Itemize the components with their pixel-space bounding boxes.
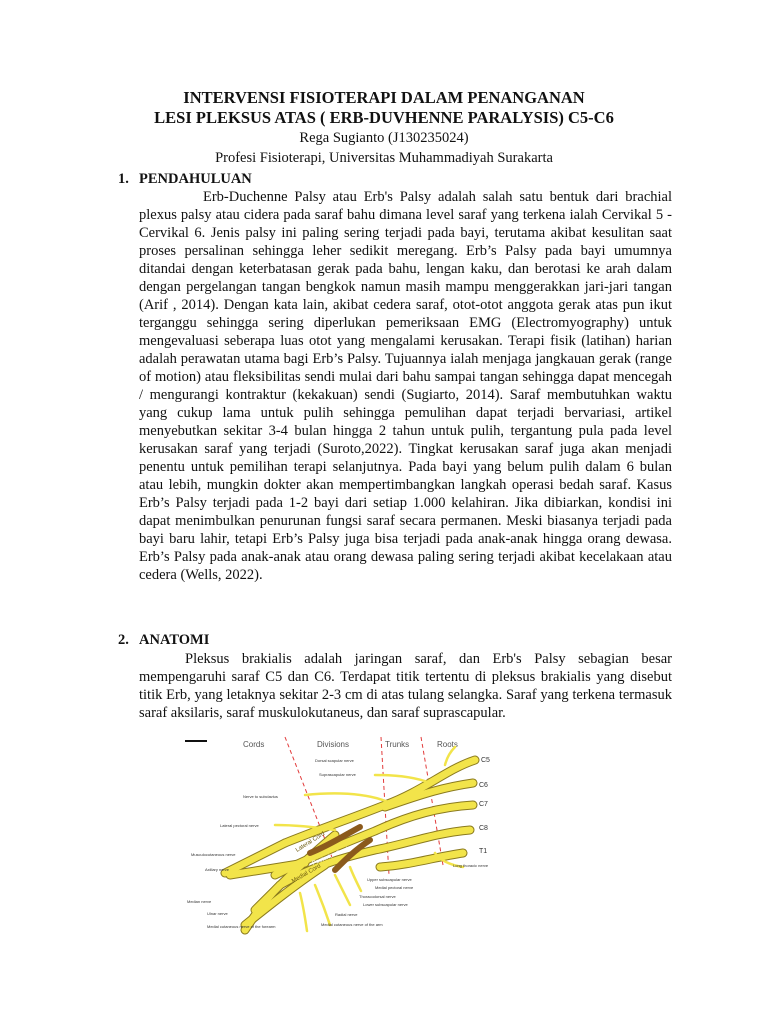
title-line-1: INTERVENSI FISIOTERAPI DALAM PENANGANAN — [183, 88, 585, 107]
header-roots: Roots — [437, 740, 458, 749]
section-number: 1. — [118, 171, 129, 187]
label-medial-pectoral-nerve: Medial pectoral nerve — [375, 885, 414, 890]
section-title: PENDAHULUAN — [139, 171, 252, 187]
lateral-cord-label: Lateral Cord — [294, 831, 327, 854]
label-lateral-pectoral-nerve: Lateral pectoral nerve — [220, 823, 259, 828]
title-line-2: LESI PLEKSUS ATAS ( ERB-DUVHENNE PARALYSIS) C5-C6 — [154, 108, 614, 127]
label-lower-subscapular-nerve: Lower subscapular nerve — [363, 902, 408, 907]
brachial-plexus-figure — [185, 735, 517, 941]
header-divisions: Divisions — [317, 740, 350, 749]
trunks-roots-divider — [421, 737, 443, 865]
label-upper-subscapular-nerve: Upper subscapular nerve — [367, 877, 412, 882]
root-label-c8: C8 — [479, 825, 488, 832]
label-radial-nerve: Radial nerve — [335, 912, 358, 917]
paragraph-pendahuluan: Erb-Duchenne Palsy atau Erb's Palsy adalah salah satu bentuk dari brachial plexus palsy atau cidera pada saraf bahu dimana level saraf yang terkena ialah Cervikal 5 - Cervikal 6. Jenis palsy ini paling sering terjadi pada bayi, terutama akibat kesulitan saat proses persalinan sehingga leher sedikit meregang. Erb’s Palsy pada bayi umumnya ditandai dengan keterbatasan gerak pada bahu, lengan kaku, dan berotasi ke arah dalam dengan pergelangan tangan bengkok namun masih mampu menggerakkan jari-jari tangan (Arif , 2014). Dengan kata lain, akibat cedera saraf, otot-otot anggota gerak atas pun ikut terganggu sehingga sering diperlukan pemeriksaan EMG (Electromyography) untuk mengevaluasi seberapa luas otot yang mengalami kerusakan. Terapi fisik (latihan) harian adalah perawatan utama bagi Erb’s Palsy. Tujuannya ialah menjaga jangkauan gerak (range of motion) atau fleksibilitas sendi mulai dari bahu sampai tangan sehingga dapat mencegah / mengurangi kontraktur (kekakuan) sendi (Sugiarto, 2014). Saraf membutuhkan waktu yang cukup lama untuk pulih sehingga pemulihan dapat terjadi bervariasi, artikel menyebutkan sekitar 3-4 bulan hingga 2 tahun untuk pulih, tergantung pula pada level kerusakan saraf yang terjadi (Suroto,2022). Tingkat kerusakan saraf juga akan menjadi penentu untuk pemilihan terapi selanjutnya. Pada bayi yang belum pulih dalam 6 bulan atau lebih, mungkin dokter akan mempertimbangkan langkah operasi bedah saraf. Kasus Erb’s Palsy terjadi pada 1-2 bayi dari setiap 1.000 kelahiran. Jika dibiarkan, kondisi ini dapat menimbulkan penurunan fungsi saraf secara permanen. Meski biasanya terjadi pada bayi baru lahir, tetapi Erb’s Palsy juga bisa terjadi pada anak-anak hingga orang dewasa. Erb’s Palsy pada anak-anak atau orang dewasa paling sering terjadi akibat kecelakaan atau cedera (Wells, 2022). — [139, 189, 672, 583]
label-musculocutaneous-nerve: Musculocutaneous nerve — [191, 852, 236, 857]
root-label-c6: C6 — [479, 782, 488, 789]
root-label-c7: C7 — [479, 801, 488, 808]
brachial-plexus-diagram — [185, 735, 517, 941]
label-ulnar-nerve: Ulnar nerve — [207, 911, 228, 916]
label-axillary-nerve: Axillary nerve — [205, 867, 230, 872]
affiliation: Profesi Fisioterapi, Universitas Muhammadiyah Surakarta — [215, 150, 553, 166]
title-block — [0, 88, 768, 168]
label-long-thoracic-nerve: Long thoracic nerve — [453, 863, 489, 868]
header-cords: Cords — [243, 740, 265, 749]
root-label-t1: T1 — [479, 848, 488, 855]
label-medial-cutaneous-forearm: Medial cutaneous nerve of the forearm — [207, 924, 276, 929]
label-suprascapular-nerve: Suprascapular nerve — [319, 772, 356, 777]
section-number: 2. — [118, 632, 129, 648]
section-heading-pendahuluan — [118, 170, 252, 188]
label-median-nerve: Median nerve — [187, 899, 212, 904]
header-trunks: Trunks — [385, 740, 410, 749]
label-nerve-to-subclavius: Nerve to subclavius — [243, 794, 278, 799]
root-label-c5: C5 — [481, 757, 490, 764]
label-medial-cutaneous-arm: Medial cutaneous nerve of the arm — [321, 922, 383, 927]
section-heading-anatomi — [118, 631, 209, 649]
posterior-cord-label: Posterior Cord — [311, 846, 350, 867]
section-title: ANATOMI — [139, 632, 210, 648]
author: Rega Sugianto (J130235024) — [299, 130, 469, 146]
paragraph-anatomi: Pleksus brakialis adalah jaringan saraf, dan Erb's Palsy sebagian besar mempengaruhi saraf C5 dan C6. Terdapat titik tertentu di pleksus brakialis yang disebut titik Erb, yang letaknya sekitar 2-3 cm di atas tulang selangka. Saraf yang terkena termasuk saraf aksilaris, saraf muskulokutaneus, dan saraf suprascapular. — [139, 651, 672, 721]
label-thoracodorsal-nerve: Thoracodorsal nerve — [359, 894, 396, 899]
label-dorsal-scapular-nerve: Dorsal scapular nerve — [315, 758, 354, 763]
medial-cord-label: Medial Cord — [291, 863, 323, 885]
